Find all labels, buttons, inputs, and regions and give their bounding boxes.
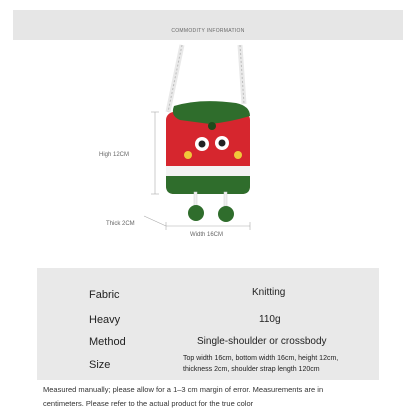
size-value-line1: Top width 16cm, bottom width 16cm, height 12cm, — [183, 355, 339, 362]
spec-key: Size — [89, 359, 111, 371]
flap-button — [208, 122, 216, 130]
height-label: High 12CM — [99, 152, 130, 158]
left-foot — [188, 205, 204, 221]
spec-key: Heavy — [89, 314, 121, 326]
spec-value: 110g — [259, 314, 281, 325]
spec-value: Knitting — [252, 287, 286, 298]
thickness-label: Thick 2CM — [106, 221, 135, 227]
spec-key: Method — [89, 336, 126, 348]
right-leg — [224, 192, 227, 206]
size-value-line2: thickness 2cm, shoulder strap length 120cm — [183, 366, 320, 373]
bag-green-bottom — [166, 176, 250, 194]
spec-value: Single-shoulder or crossbody — [197, 336, 327, 347]
thickness-dimension-line — [144, 216, 166, 226]
left-cheek — [184, 151, 192, 159]
note-line1: Measured manually; please allow for a 1–3 cm margin of error. Measurements are in — [43, 385, 324, 394]
right-cheek — [234, 151, 242, 159]
measurement-note — [43, 383, 393, 411]
spec-panel — [37, 268, 379, 380]
right-foot — [218, 206, 234, 222]
width-label: Width 16CM — [190, 232, 224, 238]
left-leg — [194, 192, 197, 206]
spec-key: Fabric — [89, 289, 120, 301]
spec-value — [183, 353, 379, 375]
header-title: COMMODITY INFORMATION — [171, 28, 245, 34]
bag-white-stripe — [166, 166, 250, 176]
note-line2: centimeters. Please refer to the actual product for the true color — [43, 399, 254, 408]
